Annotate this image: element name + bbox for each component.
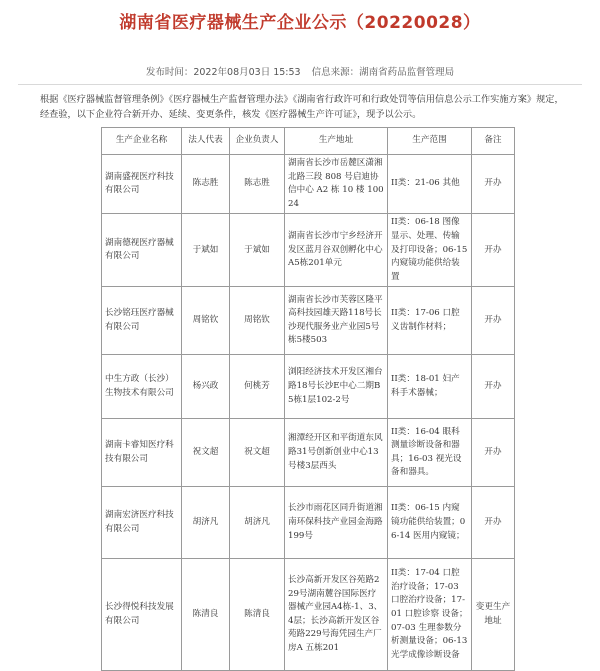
note: 开办 xyxy=(472,487,515,559)
header-leader: 企业负责人 xyxy=(230,128,285,155)
note: 变更生产地址 xyxy=(472,559,515,671)
address: 长沙市雨花区同升街道湘南环保科技产业园金海路199号 xyxy=(285,487,388,559)
note: 开办 xyxy=(472,155,515,214)
leader: 何桃芳 xyxy=(230,355,285,419)
address: 长沙高新开发区谷苑路229号湖南麓谷国际医疗器械产业园A4栋-1、3、4层；长沙高新开发区谷苑路229号海凭园生产厂房A 五栋201 xyxy=(285,559,388,671)
header-address: 生产地址 xyxy=(285,128,388,155)
header-company: 生产企业名称 xyxy=(102,128,182,155)
note: 开办 xyxy=(472,419,515,487)
info-source-value: 湖南省药品监督管理局 xyxy=(359,67,455,78)
leader: 胡济凡 xyxy=(230,487,285,559)
table-row xyxy=(102,155,515,214)
scope: II类：16-04 眼科测量诊断设备和器具；16-03 视光设备和器具。 xyxy=(388,419,472,487)
leader: 陈志胜 xyxy=(230,155,285,214)
header-legal-rep: 法人代表 xyxy=(182,128,230,155)
table-row xyxy=(102,487,515,559)
address: 湘潭经开区和平街道东风路31号创新创业中心13号楼3层西头 xyxy=(285,419,388,487)
legal-rep: 陈清良 xyxy=(182,559,230,671)
company-name: 湖南宏济医疗科技有限公司 xyxy=(102,487,182,559)
scope: II类：06-15 内窥镜功能供给装置；06-14 医用内窥镜； xyxy=(388,487,472,559)
scope: II类：17-06 口腔义齿制作材料； xyxy=(388,287,472,355)
address: 浏阳经济技术开发区湘台路18号长沙E中心二期B5栋1层102-2号 xyxy=(285,355,388,419)
note: 开办 xyxy=(472,287,515,355)
leader: 于斌如 xyxy=(230,214,285,287)
company-name: 长沙得悦科技发展有限公司 xyxy=(102,559,182,671)
company-name: 湖南卡睿知医疗科技有限公司 xyxy=(102,419,182,487)
company-name: 中生方政（长沙）生物技术有限公司 xyxy=(102,355,182,419)
info-source xyxy=(312,67,455,78)
scope: II类：06-18 图像显示、处理、传输及打印设备；06-15 内窥镜功能供给装置 xyxy=(388,214,472,287)
company-name: 湖南德视医疗器械有限公司 xyxy=(102,214,182,287)
table-row xyxy=(102,419,515,487)
page-title: 湖南省医疗器械生产企业公示（20220028） xyxy=(119,13,481,33)
table-row xyxy=(102,214,515,287)
scope: II类：18-01 妇产科手术器械； xyxy=(388,355,472,419)
enterprise-table xyxy=(101,127,515,671)
legal-rep: 杨兴政 xyxy=(182,355,230,419)
legal-rep: 陈志胜 xyxy=(182,155,230,214)
legal-rep: 祝文超 xyxy=(182,419,230,487)
table-row xyxy=(102,287,515,355)
publish-meta xyxy=(0,64,600,78)
address: 湖南省长沙市芙蓉区隆平高科技园雄天路118号长沙现代服务业产业园5号栋5楼503 xyxy=(285,287,388,355)
legal-rep: 于斌如 xyxy=(182,214,230,287)
legal-rep: 胡济凡 xyxy=(182,487,230,559)
address: 湖南省长沙市岳麓区潇湘北路三段 808 号启迪协信中心 A2 栋 10 楼 10024 xyxy=(285,155,388,214)
table-row xyxy=(102,355,515,419)
note: 开办 xyxy=(472,214,515,287)
publish-time xyxy=(146,67,301,78)
publish-time-value: 2022年08月03日 15:53 xyxy=(193,67,301,78)
header-divider xyxy=(18,84,582,85)
publish-time-label: 发布时间： xyxy=(145,67,194,78)
company-name: 湖南盛视医疗科技有限公司 xyxy=(102,155,182,214)
legal-rep: 周铭钦 xyxy=(182,287,230,355)
leader: 陈清良 xyxy=(230,559,285,671)
header-scope: 生产范围 xyxy=(388,128,472,155)
leader: 周铭钦 xyxy=(230,287,285,355)
company-name: 长沙铭珏医疗器械有限公司 xyxy=(102,287,182,355)
note: 开办 xyxy=(472,355,515,419)
scope: II类：17-04 口腔治疗设备；17-03 口腔治疗设备；17-01 口腔诊察 设备；07-03 生理参数分析测量设备；06-13 光学成像诊断设备 xyxy=(388,559,472,671)
intro-paragraph: 根据《医疗器械监督管理条例》《医疗器械生产监督管理办法》《湖南省行政许可和行政处罚等信用信息公示工作实施方案》规定，经查验，以下企业符合新开办、延续、变更条件，核发《医疗器械生产许可证》，现予以公示。 xyxy=(40,94,564,120)
table-row xyxy=(102,559,515,671)
info-source-label: 信息来源： xyxy=(311,67,360,78)
leader: 祝文超 xyxy=(230,419,285,487)
address: 湖南省长沙市宁乡经济开发区蓝月谷双创孵化中心A5栋201单元 xyxy=(285,214,388,287)
scope: II类：21-06 其他 xyxy=(388,155,472,214)
table-header-row xyxy=(102,128,515,155)
header-note: 备注 xyxy=(472,128,515,155)
